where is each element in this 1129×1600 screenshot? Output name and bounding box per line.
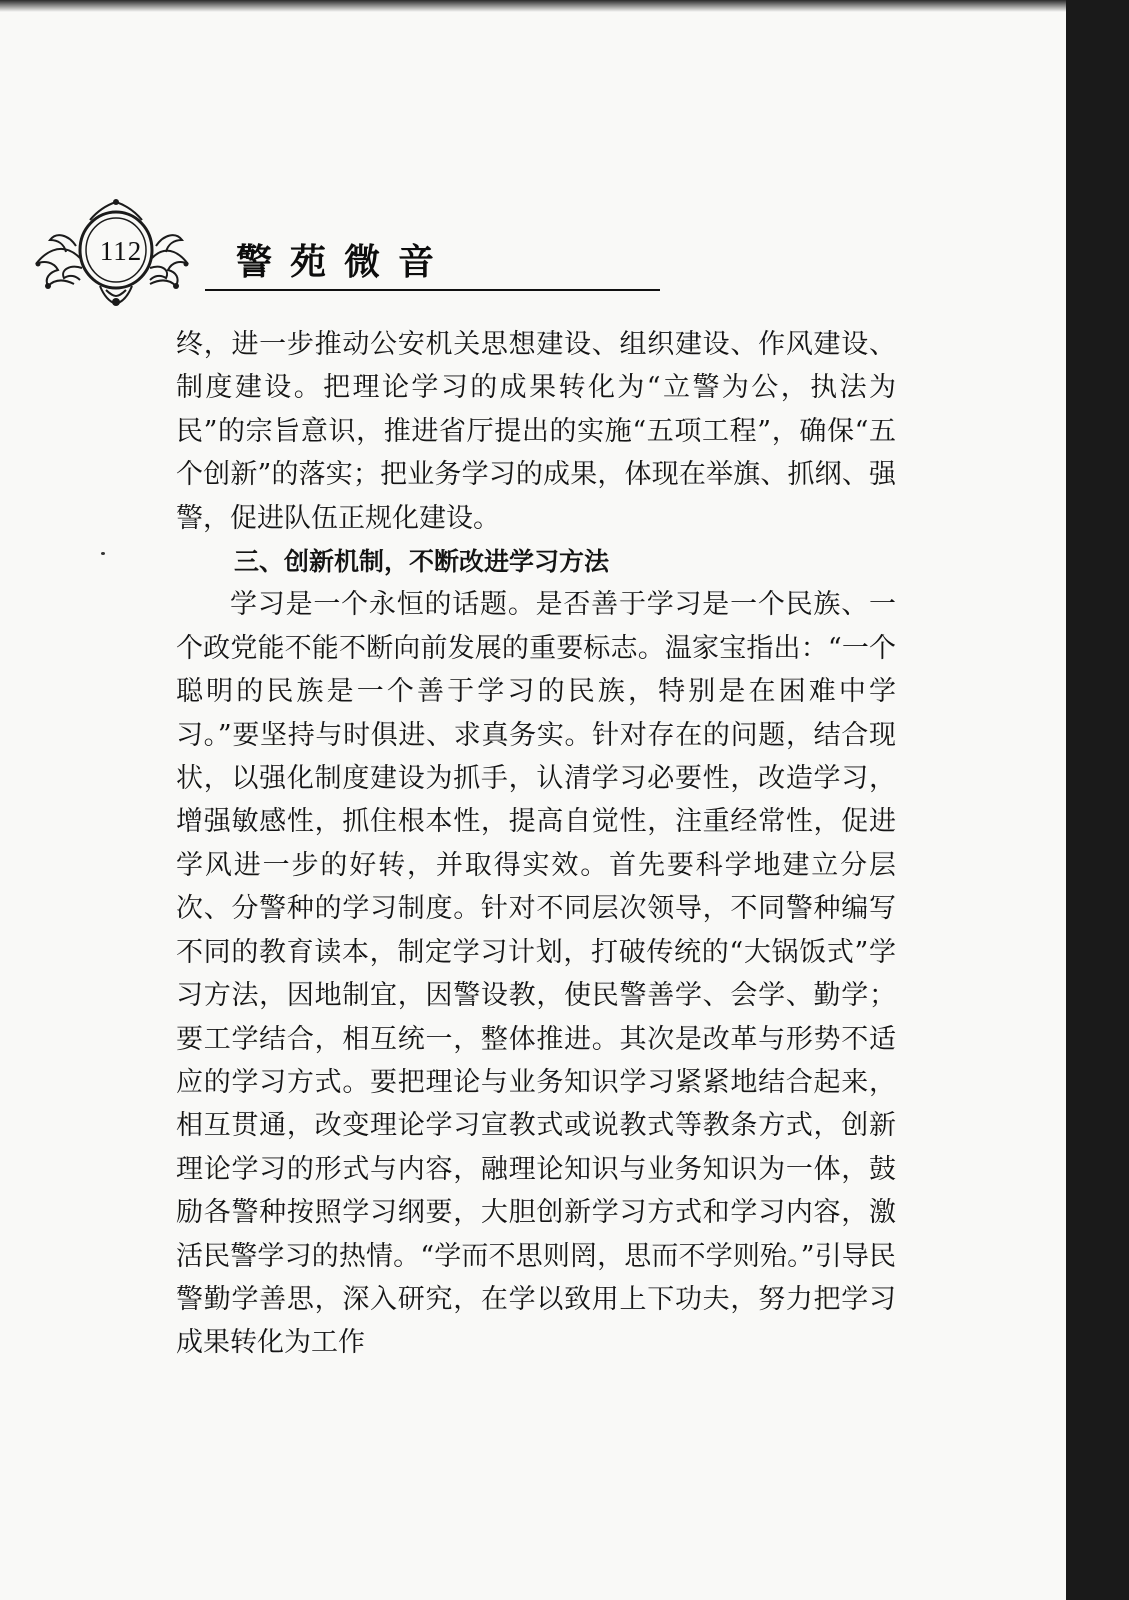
paragraph: 终，进一步推动公安机关思想建设、组织建设、作风建设、制度建设。把理论学习的成果转化为“立警为公，执法为民”的宗旨意识，推进省厅提出的实施“五项工程”，确保“五个创新”的落实；把业务学习的成果，体现在举旗、抓纲、强警，促进队伍正规化建设。 (176, 329, 896, 534)
section-heading: 三、创新机制，不断改进学习方法 (234, 547, 610, 577)
body-text (176, 323, 896, 1365)
scan-edge-shadow (0, 0, 1066, 12)
scan-speck (101, 552, 105, 555)
header-rule (205, 289, 660, 291)
paragraph: 学习是一个永恒的话题。是否善于学习是一个民族、一个政党能不能不断向前发展的重要标志。温家宝指出：“一个聪明的民族是一个善于学习的民族，特别是在困难中学习。”要坚持与时俱进、求真务实。针对存在的问题，结合现状，以强化制度建设为抓手，认清学习必要性，改造学习，增强敏感性，抓住根本性，提高自觉性，注重经常性，促进学风进一步的好转，并取得实效。首先要科学地建立分层次、分警种的学习制度。针对不同层次领导，不同警种编写不同的教育读本，制定学习计划，打破传统的“大锅饭式”学习方法，因地制宜，因警设教，使民警善学、会学、勤学；要工学结合，相互统一，整体推进。其次是改革与形势不适应的学习方式。要把理论与业务知识学习紧紧地结合起来，相互贯通，改变理论学习宣教式或说教式等教条方式，创新理论学习的形式与内容，融理论知识与业务知识为一体，鼓励各警种按照学习纲要，大胆创新学习方式和学习内容，激活民警学习的热情。“学而不思则罔，思而不学则殆。”引导民警勤学善思，深入研究，在学以致用上下功夫，努力把学习成果转化为工作 (176, 589, 896, 1359)
running-header-title: 警苑微音 (236, 242, 453, 283)
page-number: 112 (99, 236, 143, 266)
